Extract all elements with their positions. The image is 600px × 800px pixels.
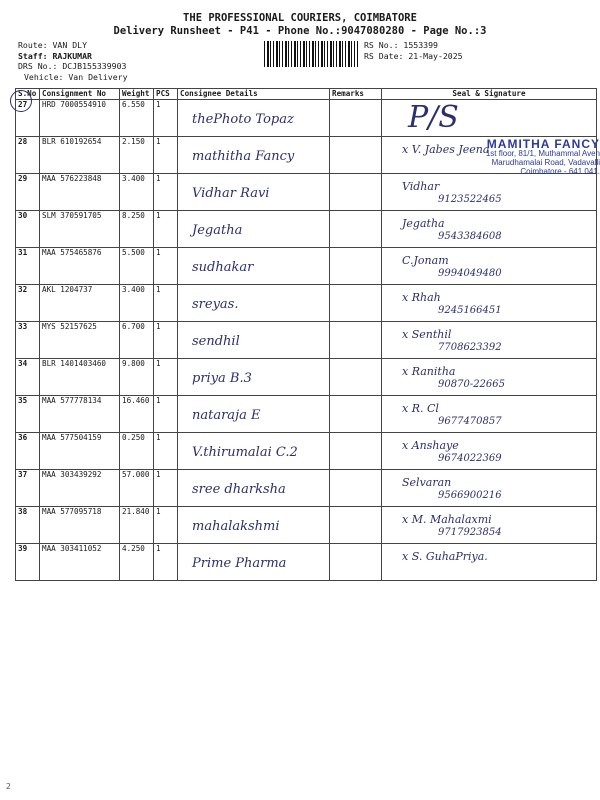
stamp-line: Coimbatore - 641 041. bbox=[520, 167, 600, 176]
table-header-row bbox=[16, 89, 597, 100]
consignment-cell: MYS 52157625 bbox=[40, 322, 120, 359]
route-text: Route: VAN DLY bbox=[18, 40, 88, 50]
consignment-cell: MAA 303411052 bbox=[40, 544, 120, 581]
consignee-cell bbox=[178, 322, 330, 359]
vehicle-text: Vehicle: Van Delivery bbox=[24, 71, 128, 82]
signature-phone-number: 9566900216 bbox=[438, 490, 502, 501]
remarks-cell bbox=[330, 211, 382, 248]
meta-right bbox=[364, 40, 463, 61]
sno-cell: 30 bbox=[16, 211, 40, 248]
signature-cell bbox=[382, 507, 597, 544]
remarks-cell bbox=[330, 248, 382, 285]
signature-handwriting: Vidhar bbox=[402, 180, 440, 193]
sno-cell: 28 bbox=[16, 137, 40, 174]
consignee-cell bbox=[178, 174, 330, 211]
pcs-cell: 1 bbox=[154, 470, 178, 507]
stamp-line: Marudhamalai Road, Vadavalli bbox=[491, 158, 600, 167]
signature-phone-number: 9994049480 bbox=[438, 268, 502, 279]
signature-cell bbox=[382, 248, 597, 285]
runsheet-subtitle: Delivery Runsheet - P41 - Phone No.:9047080280 - Page No.:3 bbox=[113, 25, 487, 37]
table-row bbox=[16, 211, 597, 248]
signature-phone-number: 9717923854 bbox=[438, 527, 502, 538]
table-row bbox=[16, 285, 597, 322]
sno-cell: 39 bbox=[16, 544, 40, 581]
col-header-weight: Weight bbox=[120, 89, 154, 100]
signature-cell bbox=[382, 470, 597, 507]
stamp-name: MAMITHA FANCY bbox=[486, 137, 600, 151]
consignment-cell: MAA 577504159 bbox=[40, 433, 120, 470]
weight-cell: 16.460 bbox=[120, 396, 154, 433]
signature-handwriting: x S. GuhaPriya. bbox=[402, 550, 488, 563]
sno-cell: 29 bbox=[16, 174, 40, 211]
consignee-handwritten-name: priya B.3 bbox=[192, 371, 252, 386]
col-header-remarks: Remarks bbox=[330, 89, 382, 100]
consignee-cell bbox=[178, 248, 330, 285]
consignment-cell: HRD 7000554910 bbox=[40, 100, 120, 137]
pcs-cell: 1 bbox=[154, 544, 178, 581]
runsheet-title: THE PROFESSIONAL COURIERS, COIMBATORE bbox=[183, 12, 417, 24]
consignee-handwritten-name: thePhoto Topaz bbox=[192, 112, 294, 127]
table-row bbox=[16, 359, 597, 396]
consignment-cell: MAA 575465876 bbox=[40, 248, 120, 285]
pcs-cell: 1 bbox=[154, 211, 178, 248]
sno-cell: 38 bbox=[16, 507, 40, 544]
remarks-cell bbox=[330, 100, 382, 137]
sno-cell: 31 bbox=[16, 248, 40, 285]
sno-cell: 37 bbox=[16, 470, 40, 507]
consignment-cell: AKL 1204737 bbox=[40, 285, 120, 322]
remarks-cell bbox=[330, 137, 382, 174]
weight-cell: 9.800 bbox=[120, 359, 154, 396]
row-circle-mark bbox=[10, 90, 32, 112]
signature-handwriting: x Anshaye bbox=[402, 439, 459, 452]
consignee-handwritten-name: sree dharksha bbox=[192, 482, 286, 497]
signature-cell bbox=[382, 396, 597, 433]
corner-mark: 2 bbox=[6, 782, 11, 791]
signature-phone-number: 9123522465 bbox=[438, 194, 502, 205]
weight-cell: 6.550 bbox=[120, 100, 154, 137]
consignment-cell: MAA 577778134 bbox=[40, 396, 120, 433]
weight-cell: 6.700 bbox=[120, 322, 154, 359]
pcs-cell: 1 bbox=[154, 248, 178, 285]
signature-phone-number: 90870-22665 bbox=[438, 379, 506, 390]
remarks-cell bbox=[330, 359, 382, 396]
meta-left bbox=[18, 40, 128, 82]
pcs-cell: 1 bbox=[154, 507, 178, 544]
col-header-consignment: Consignment No bbox=[40, 89, 120, 100]
consignee-cell bbox=[178, 359, 330, 396]
consignee-cell bbox=[178, 137, 330, 174]
pcs-cell: 1 bbox=[154, 174, 178, 211]
signature-cell bbox=[382, 544, 597, 581]
signature-phone-number: 7708623392 bbox=[438, 342, 502, 353]
consignee-handwritten-name: Prime Pharma bbox=[192, 556, 287, 571]
sno-cell: 36 bbox=[16, 433, 40, 470]
signature-handwriting: C.Jonam bbox=[402, 254, 449, 267]
sno-cell: 32 bbox=[16, 285, 40, 322]
table-row bbox=[16, 100, 597, 137]
weight-cell: 2.150 bbox=[120, 137, 154, 174]
pcs-cell: 1 bbox=[154, 396, 178, 433]
col-header-signature: Seal & Signature bbox=[382, 89, 597, 100]
consignee-cell bbox=[178, 433, 330, 470]
table-row bbox=[16, 507, 597, 544]
pcs-cell: 1 bbox=[154, 359, 178, 396]
consignee-handwritten-name: Vidhar Ravi bbox=[192, 186, 270, 201]
table-row bbox=[16, 544, 597, 581]
signature-cell bbox=[382, 174, 597, 211]
pcs-cell: 1 bbox=[154, 322, 178, 359]
table-row bbox=[16, 433, 597, 470]
weight-cell: 3.400 bbox=[120, 174, 154, 211]
col-header-sno: S.No bbox=[16, 89, 40, 100]
consignee-cell bbox=[178, 211, 330, 248]
remarks-cell bbox=[330, 285, 382, 322]
pcs-cell: 1 bbox=[154, 433, 178, 470]
consignment-cell: BLR 610192654 bbox=[40, 137, 120, 174]
consignee-cell bbox=[178, 544, 330, 581]
signature-phone-number: 9245166451 bbox=[438, 305, 502, 316]
consignee-handwritten-name: sudhakar bbox=[192, 260, 254, 275]
consignee-cell bbox=[178, 396, 330, 433]
consignment-cell: MAA 576223848 bbox=[40, 174, 120, 211]
consignment-cell: SLM 370591705 bbox=[40, 211, 120, 248]
table-row bbox=[16, 174, 597, 211]
signature-handwriting: x Rhah bbox=[402, 291, 441, 304]
remarks-cell bbox=[330, 433, 382, 470]
consignee-handwritten-name: V.thirumalai C.2 bbox=[192, 445, 298, 460]
table-row bbox=[16, 248, 597, 285]
weight-cell: 3.400 bbox=[120, 285, 154, 322]
consignee-handwritten-name: nataraja E bbox=[192, 408, 261, 423]
table-row bbox=[16, 322, 597, 359]
pcs-cell: 1 bbox=[154, 285, 178, 322]
signature-handwriting: x Ranitha bbox=[402, 365, 456, 378]
signature-phone-number: 9677470857 bbox=[438, 416, 502, 427]
consignee-cell bbox=[178, 285, 330, 322]
staff-text: Staff: RAJKUMAR bbox=[18, 50, 92, 61]
remarks-cell bbox=[330, 470, 382, 507]
signature-handwriting: x Senthil bbox=[402, 328, 452, 341]
consignee-cell bbox=[178, 507, 330, 544]
remarks-cell bbox=[330, 174, 382, 211]
pcs-cell: 1 bbox=[154, 137, 178, 174]
signature-handwriting: x V. Jabes Jeena bbox=[402, 143, 490, 156]
weight-cell: 5.500 bbox=[120, 248, 154, 285]
remarks-cell bbox=[330, 322, 382, 359]
signature-handwriting: Selvaran bbox=[402, 476, 452, 489]
barcode-image bbox=[264, 41, 358, 67]
remarks-cell bbox=[330, 544, 382, 581]
weight-cell: 8.250 bbox=[120, 211, 154, 248]
signature-cell bbox=[382, 322, 597, 359]
col-header-pcs: PCS bbox=[154, 89, 178, 100]
consignee-cell bbox=[178, 470, 330, 507]
sno-cell: 34 bbox=[16, 359, 40, 396]
table-row bbox=[16, 470, 597, 507]
rs-date-text: RS Date: 21-May-2025 bbox=[364, 50, 463, 61]
signature-cell bbox=[382, 211, 597, 248]
consignee-handwritten-name: sreyas. bbox=[192, 297, 239, 312]
shop-stamp bbox=[418, 137, 600, 176]
col-header-consignee: Consignee Details bbox=[178, 89, 330, 100]
signature-phone-number: 9543384608 bbox=[438, 231, 502, 242]
pcs-cell: 1 bbox=[154, 100, 178, 137]
consignee-handwritten-name: mahalakshmi bbox=[192, 519, 280, 534]
sno-cell: 27 bbox=[16, 100, 40, 137]
weight-cell: 4.250 bbox=[120, 544, 154, 581]
weight-cell: 57.000 bbox=[120, 470, 154, 507]
ps-handwritten-mark: P/S bbox=[408, 100, 459, 135]
remarks-cell bbox=[330, 507, 382, 544]
remarks-cell bbox=[330, 396, 382, 433]
consignee-handwritten-name: mathitha Fancy bbox=[192, 149, 295, 164]
signature-handwriting: x M. Mahalaxmi bbox=[402, 513, 492, 526]
consignment-cell: BLR 1401403460 bbox=[40, 359, 120, 396]
signature-handwriting: Jegatha bbox=[402, 217, 445, 230]
consignee-handwritten-name: sendhil bbox=[192, 334, 240, 349]
consignment-cell: MAA 303439292 bbox=[40, 470, 120, 507]
signature-cell bbox=[382, 433, 597, 470]
table-row bbox=[16, 396, 597, 433]
rs-no-text: RS No.: 1553399 bbox=[364, 40, 438, 50]
signature-cell bbox=[382, 285, 597, 322]
sno-cell: 35 bbox=[16, 396, 40, 433]
consignee-handwritten-name: Jegatha bbox=[192, 223, 243, 238]
stamp-line: 1st floor, 81/1, Muthammal Aven bbox=[485, 149, 600, 158]
signature-handwriting: x R. Cl bbox=[402, 402, 439, 415]
weight-cell: 0.250 bbox=[120, 433, 154, 470]
sno-cell: 33 bbox=[16, 322, 40, 359]
weight-cell: 21.840 bbox=[120, 507, 154, 544]
signature-phone-number: 9674022369 bbox=[438, 453, 502, 464]
drs-text: DRS No.: DCJB155339903 bbox=[18, 61, 127, 71]
signature-cell bbox=[382, 359, 597, 396]
consignee-cell bbox=[178, 100, 330, 137]
consignment-cell: MAA 577095718 bbox=[40, 507, 120, 544]
